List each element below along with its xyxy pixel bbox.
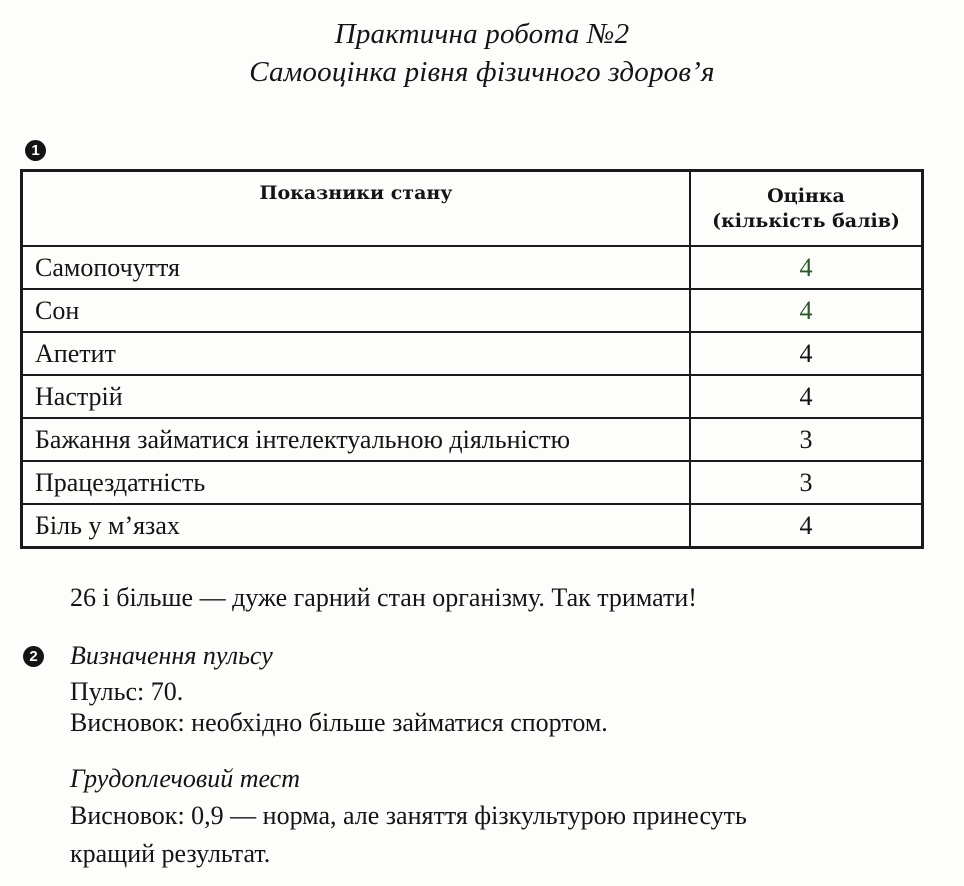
pulse-conclusion: Висновок: необхідно більше займатися спортом. (70, 708, 608, 737)
table-row (22, 504, 923, 548)
indicator-score: 4 (690, 332, 923, 375)
worksheet-subtitle: Самооцінка рівня фізичного здоров’я (249, 56, 715, 88)
indicator-score: 4 (690, 289, 923, 332)
column-header-score-line1: Оцінка (767, 184, 845, 207)
table-header-row (22, 171, 923, 247)
indicator-name: Настрій (22, 375, 691, 418)
score-summary: 26 і більше — дуже гарний стан організму. Так тримати! (70, 583, 697, 612)
test-conclusion-line1: Висновок: 0,9 — норма, але заняття фізкультурою принесуть (70, 801, 747, 830)
indicator-name: Сон (22, 289, 691, 332)
column-header-score-line2: (кількість балів) (712, 209, 900, 232)
worksheet-title: Практична робота №2 (334, 18, 630, 50)
indicator-name: Самопочуття (22, 246, 691, 289)
indicator-score: 4 (690, 246, 923, 289)
table-row (22, 375, 923, 418)
table-row (22, 332, 923, 375)
table-row (22, 289, 923, 332)
indicator-score: 3 (690, 461, 923, 504)
column-header-score (690, 171, 923, 247)
test-conclusion-line2: кращий результат. (70, 839, 271, 868)
chest-shoulder-test-title: Грудоплечовий тест (70, 764, 301, 793)
indicator-score: 4 (690, 375, 923, 418)
table-row (22, 461, 923, 504)
section-2-marker: 2 (23, 646, 44, 667)
indicator-name: Біль у м’язах (22, 504, 691, 548)
indicator-name: Працездатність (22, 461, 691, 504)
column-header-indicators: Показники стану (22, 171, 691, 247)
pulse-value: Пульс: 70. (70, 677, 184, 706)
section-1-marker: 1 (25, 140, 46, 161)
indicator-score: 3 (690, 418, 923, 461)
indicator-score: 4 (690, 504, 923, 548)
indicator-name: Апетит (22, 332, 691, 375)
pulse-section-title: Визначення пульсу (70, 641, 273, 670)
table-row (22, 418, 923, 461)
health-indicators-table (20, 169, 924, 549)
table-row (22, 246, 923, 289)
indicator-name: Бажання займатися інтелектуальною діяльністю (22, 418, 691, 461)
